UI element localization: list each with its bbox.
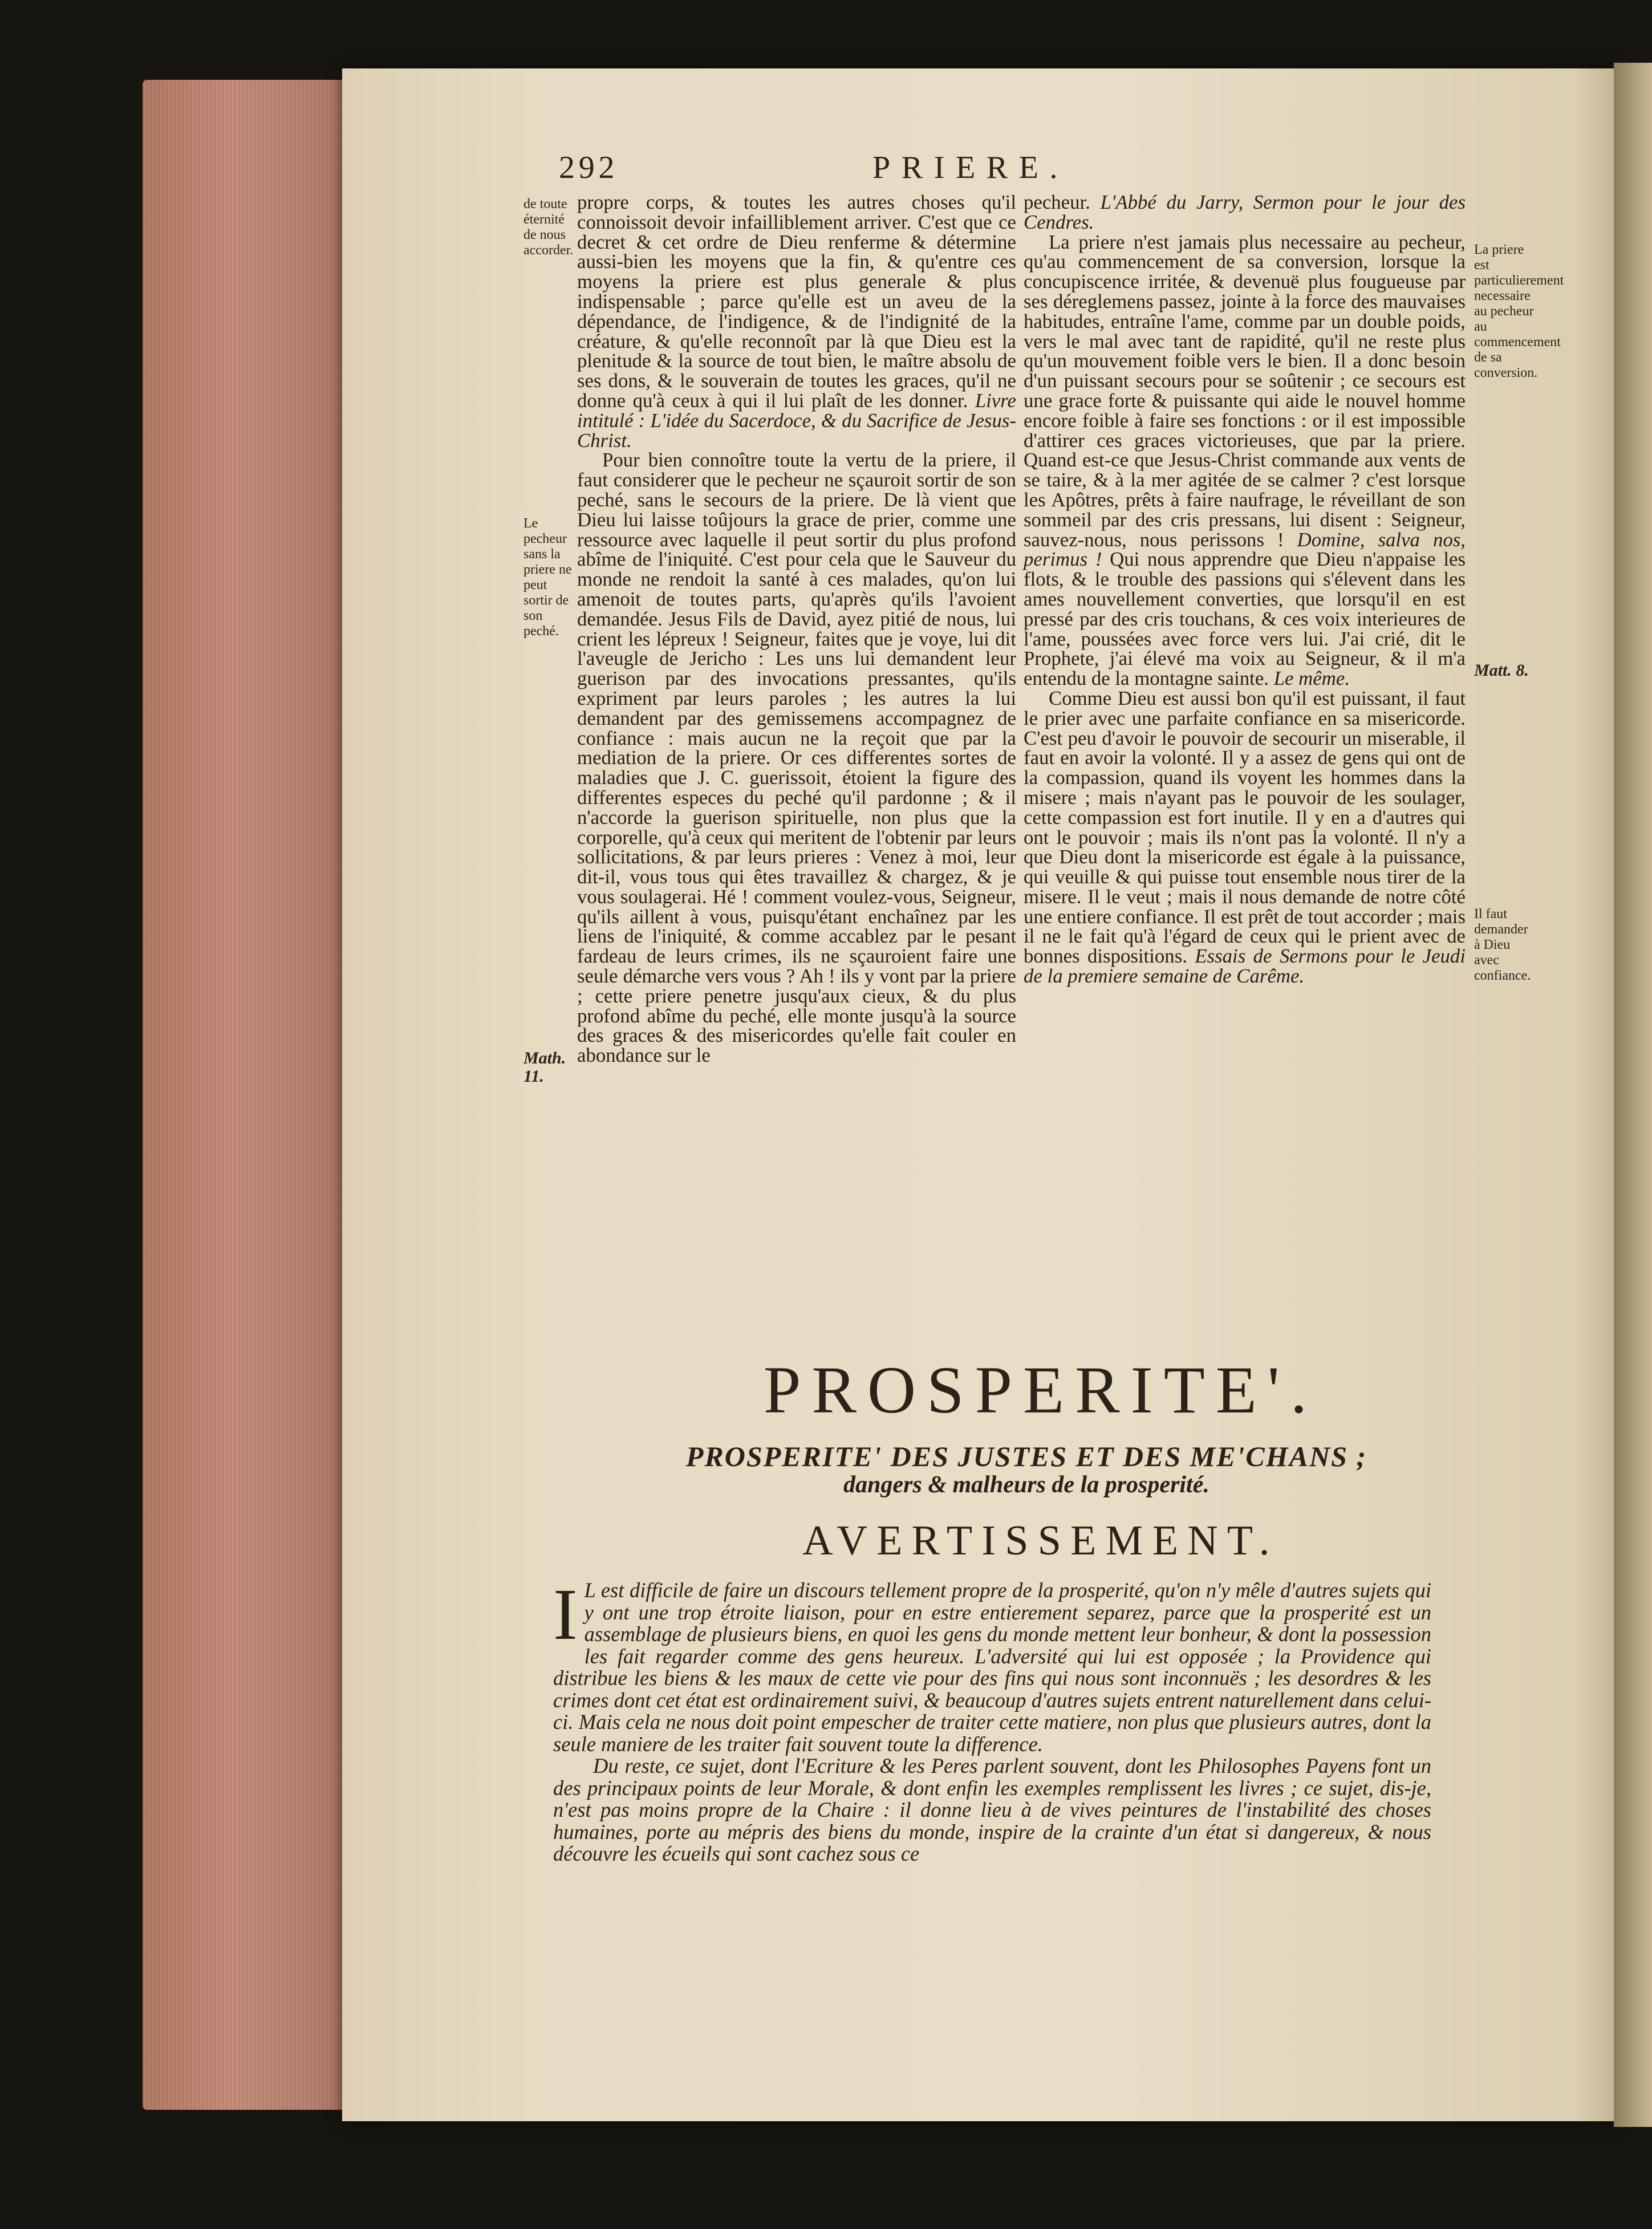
facing-page-edge: [1614, 63, 1652, 2127]
running-header: [559, 149, 1414, 189]
page-edge-stack: [143, 80, 359, 2110]
notice-paragraph-1: I L est difficile de faire un discours tellement propre de la prosperité, qu'on n'y mêle d'autres sujets qui y ont une trop étroite liaison, pour en estre entierement separez, parce que la prosperité est un assemblage de plusieurs biens, en quoi les gens du monde mettent leur bonheur, & dont la possession les fait regarder comme des gens heureux. L'adversité qui lui est opposée ; la Providence qui distribue les biens & les maux de cette vie pour des fins qui nous sont inconnuës ; les desordres & les crimes dont cet état est ordinairement suivi, & beaucoup d'autres sujets entrent naturellement dans celui-ci. Mais cela ne nous doit point empescher de traiter cette matiere, non plus que plusieurs autres, dont la seule maniere de les traiter fait souvent toute la difference.: [553, 1574, 1431, 1756]
margin-ref-left: Math. 11.: [523, 1049, 566, 1086]
left-paragraph-1: propre corps, & toutes les autres choses qu'il connoissoit devoir infailliblement arriver. C'est que ce decret & cet ordre de Dieu renferme & détermine aussi-bien les moyens que la fin, & qu'entre ces moyens la priere est plus generale & plus indispensable ; parce qu'elle est un aveu de la dépendance, de l'indigence, & de l'indignité de la créature, & qu'elle reconnoît par là que Dieu est la plenitude & la source de tout bien, le maître absolu de ses dons, & le souverain de toutes les graces, qu'il ne donne qu'à ceux à qui il lui plaît de les donner. Livre intitulé : L'idée du Sacerdoce, & du Sacrifice de Jesus-Christ.: [577, 191, 1016, 452]
running-title: PRIERE.: [872, 150, 1069, 185]
margin-note-left-1: de toute éternité de nous accorder.: [523, 197, 574, 258]
right-paragraph-1: La priere n'est jamais plus necessaire au pecheur, qu'au commencement de sa conversion, lorsque la concupiscence irritée, & devenuë plus fougueuse par ses déreglemens passez, jointe à la force des mauvaises habitudes, entraîne l'ame, comme par un double poids, vers le mal avec tant de rapidité, qu'il ne reste plus qu'un mouvement foible vers le bien. Il a donc besoin d'un puissant secours pour se soûtenir ; ce secours est une grace forte & puissante qui aide le nouvel homme encore foible à faire ses fonctions : or il est impossible d'attirer ces graces victorieuses, que par la priere. Quand est-ce que Jesus-Christ commande aux vents de se taire, & à la mer agitée de se calmer ? c'est lorsque les Apôtres, prêts à faire naufrage, le réveillant de son sommeil par des cris pressans, lui disent : Seigneur, sauvez-nous, nous perissons ! Domine, salva nos, perimus ! Qui nous apprendre que Dieu n'appaise les flots, & le trouble des passions qui s'élevent dans les ames nouvellement converties, que lorsqu'il en est pressé par des cris touchans, & ces voix interieures de l'ame, poussées avec force vers lui. J'ai crié, dit le Prophete, j'ai élevé ma voix au Seigneur, & il m'a entendu de la montagne sainte. Le même.: [1024, 230, 1466, 690]
notice-body: [553, 1574, 1431, 1865]
notice-paragraph-2: Du reste, ce sujet, dont l'Ecriture & les Peres parlent souvent, dont les Philosophes Payens font un des principaux points de leur Morale, & dont enfin les exemples remplissent les livres ; ce sujet, dis-je, n'est pas moins propre de la Chaire : il donne lieu à de vives peintures de l'instabilité des choses humaines, porte au mépris des biens du monde, inspire de la crainte d'un état si dangereux, & nous découvre les écueils qui sont cachez sous ce: [553, 1754, 1431, 1865]
latin-quote: Domine, salva nos, perimus !: [1024, 528, 1466, 571]
right-text-column: [1024, 193, 1466, 986]
right-lead: pecheur. L'Abbé du Jarry, Sermon pour le jour des Cendres.: [1024, 191, 1466, 233]
margin-note-right-2: Il faut demander à Dieu avec confiance.: [1474, 907, 1531, 983]
page-number: 292: [559, 150, 619, 185]
margin-ref-right: Matt. 8.: [1474, 661, 1529, 680]
margin-note-left-2: Le pecheur sans la priere ne peut sortir de son peché.: [523, 516, 572, 639]
source-citation-0: L'Abbé du Jarry, Sermon pour le jour des Cendres.: [1024, 191, 1466, 233]
drop-cap: I: [553, 1574, 578, 1655]
section-subtitle-2: dangers & malheurs de la prosperité.: [843, 1472, 1209, 1498]
margin-note-right-1: La priere est particulierement necessaire au pecheur au commencement de sa conversion.: [1474, 242, 1564, 380]
section-subtitle: PROSPERITE' DES JUSTES ET DES ME'CHANS ;: [685, 1440, 1367, 1472]
notice-heading: AVERTISSEMENT.: [802, 1517, 1279, 1564]
source-citation-1: Livre intitulé : L'idée du Sacerdoce, & du Sacrifice de Jesus-Christ.: [577, 389, 1016, 452]
right-paragraph-2: Comme Dieu est aussi bon qu'il est puissant, il faut le prier avec une parfaite confiance en sa misericorde. C'est peu d'avoir le pouvoir de secourir un miserable, il faut en avoir la volonté. Il y a assez de gens qui ont de la compassion, quand ils voyent les hommes dans la misere ; mais n'ayant pas le pouvoir de les soulager, cette compassion est fort inutile. Il y en a d'autres qui ont le pouvoir ; mais ils n'ont pas la volonté. Il n'y a que Dieu dont la misericorde est égale à la puissance, qui veuille & qui puisse tout ensemble nous tirer de la misere. Il le veut ; mais il nous demande de notre côté une entiere confiance. Il est prêt de tout accorder ; mais il ne le fait qu'à l'égard de ceux qui le prient avec de bonnes dispositions. Essais de Sermons pour le Jeudi de la premiere semaine de Carême.: [1024, 687, 1466, 988]
source-citation-3: Essais de Sermons pour le Jeudi de la premiere semaine de Carême.: [1024, 945, 1466, 988]
section-title: PROSPERITE'.: [763, 1353, 1318, 1427]
left-paragraph-2: Pour bien connoître toute la vertu de la priere, il faut considerer que le pecheur ne sçauroit sortir de son peché, sans le secours de la priere. De là vient que Dieu lui laisse toûjours la grace de prier, comme une ressource avec laquelle il peut sortir du plus profond abîme de l'iniquité. C'est pour cela que le Sauveur du monde ne rendoit la santé à ces malades, qu'on lui amenoit de toutes parts, qu'après qu'ils l'avoient demandée. Jesus Fils de David, ayez pitié de nous, lui crient les lépreux ! Seigneur, faites que je voye, lui dit l'aveugle de Jericho : Les uns lui demandent leur guerison par des invocations pressantes, qu'ils expriment par leurs paroles ; les autres la lui demandent par des gemissemens accompagnez de confiance : mais aucun ne la reçoit que par la mediation de la priere. Or ces differentes sortes de maladies que J. C. guerissoit, étoient la figure des differentes especes du peché qu'il pardonne ; & il n'accorde la guerison spirituelle, non plus que la corporelle, qu'à ceux qui meritent de l'obtenir par leurs sollicitations, & par leurs prieres : Venez à moi, leur dit-il, vous tous qui êtes travaillez & chargez, & je vous soulagerai. Hé ! comment voulez-vous, Seigneur, qu'ils aillent à vous, puisqu'étant enchaînez par les liens de l'iniquité, & comme accablez par le pesant fardeau de leurs crimes, ils ne sçauroient faire une seule démarche vers vous ? Ah ! ils y vont par la priere ; cette priere penetre jusqu'aux cieux, & du plus profond abîme du peché, elle monte jusqu'à la source des graces & des misericordes qu'elle fait couler en abondance sur le: [577, 449, 1016, 1067]
left-text-column: [577, 193, 1016, 1066]
source-citation-2: Le même.: [1273, 667, 1350, 690]
